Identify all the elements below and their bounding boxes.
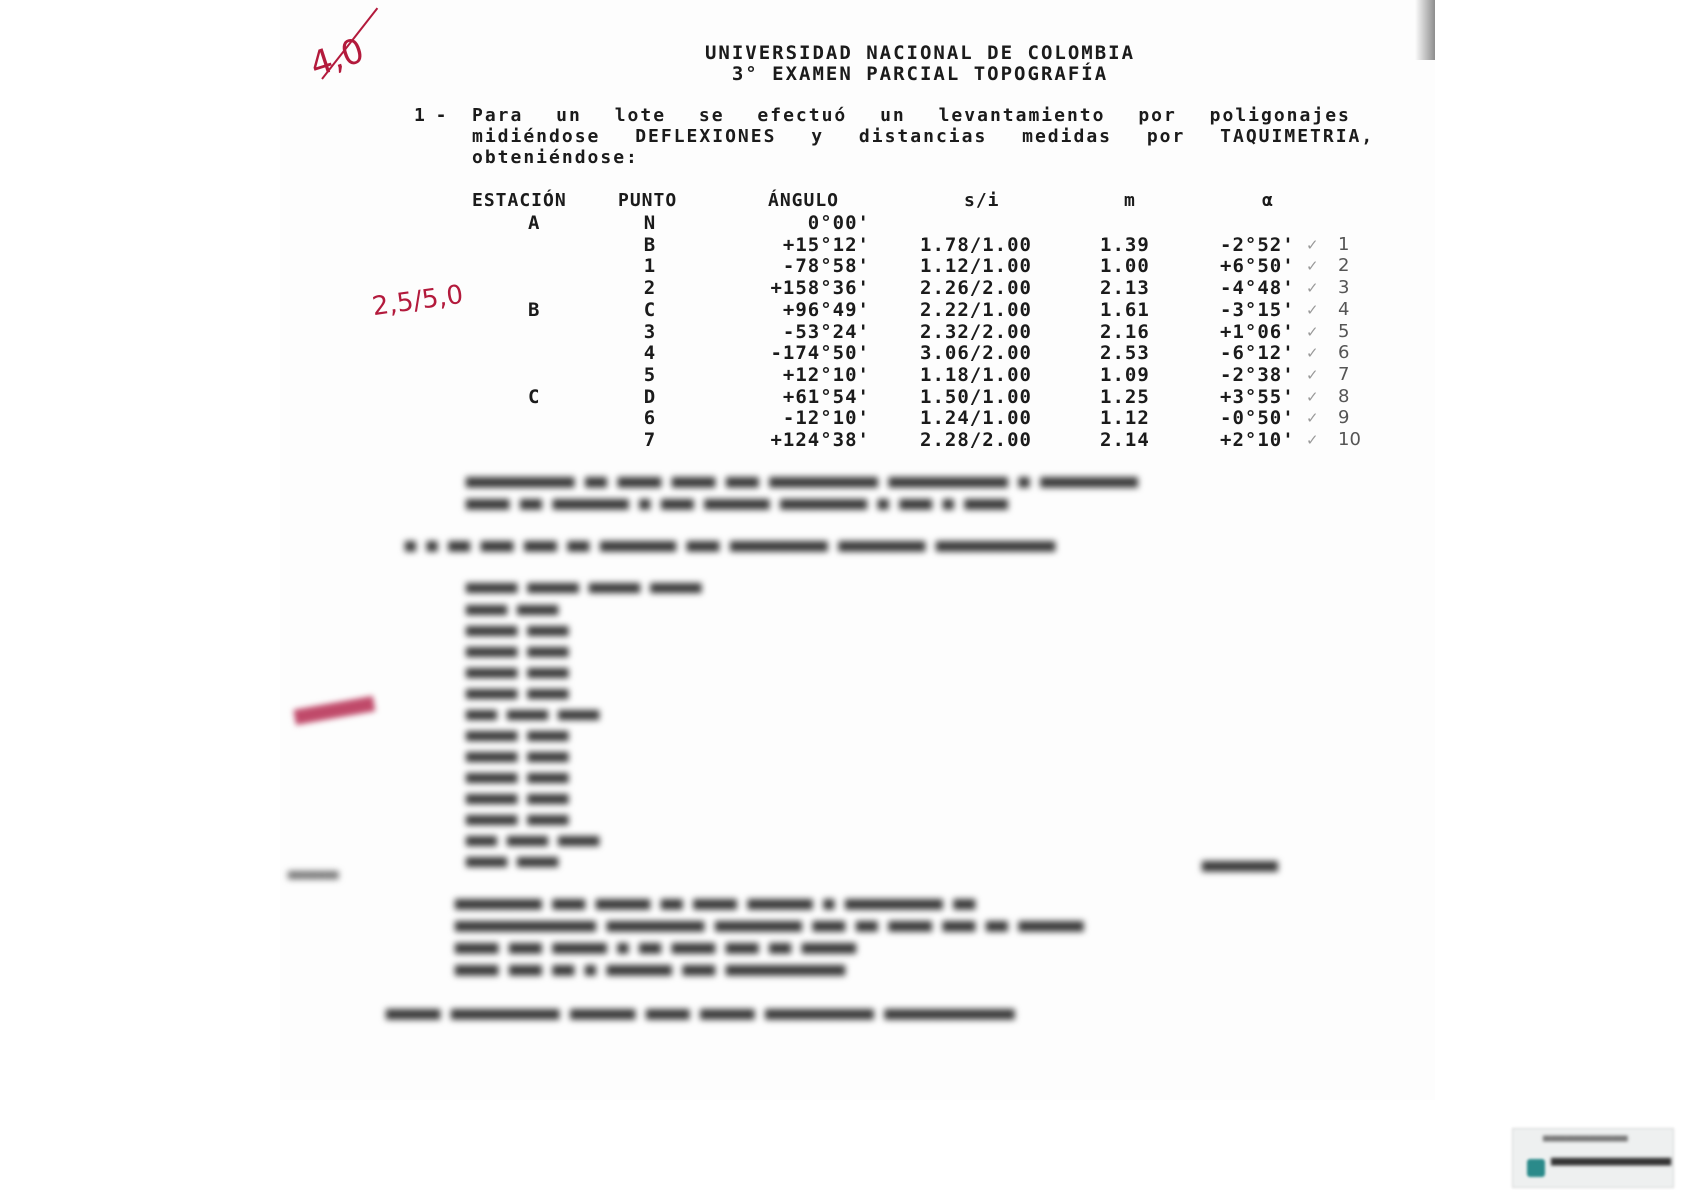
cell-si: 2.22/1.00 bbox=[920, 298, 1032, 321]
exam-title: 3° EXAMEN PARCIAL TOPOGRAFÍA bbox=[731, 63, 1109, 85]
cell-alfa: -2°52' bbox=[1220, 233, 1295, 256]
cell-angulo: +124°38' bbox=[770, 429, 870, 451]
row-mark-number: 6 bbox=[1338, 342, 1350, 364]
cell-angulo: -12°10' bbox=[782, 407, 870, 430]
cell-angulo: 0°00' bbox=[807, 212, 870, 234]
cell-m: 1.61 bbox=[1100, 298, 1150, 321]
cell-angulo: -78°58' bbox=[782, 255, 870, 278]
check-tick-icon: ✓ bbox=[1306, 431, 1319, 449]
cell-angulo: -174°50' bbox=[770, 342, 870, 365]
station-label: B bbox=[528, 298, 540, 321]
cell-punto: D bbox=[643, 385, 657, 408]
header-alpha: α bbox=[1262, 190, 1274, 211]
cell-punto: 4 bbox=[643, 342, 657, 365]
row-mark-number: 3 bbox=[1338, 277, 1350, 299]
cell-m: 1.12 bbox=[1100, 407, 1150, 430]
question-1-line-2: midiéndose DEFLEXIONES y distancias medidas por TAQUIMETRIA, bbox=[472, 126, 1375, 147]
check-tick-icon: ✓ bbox=[1306, 235, 1319, 254]
cell-punto: N bbox=[643, 212, 657, 234]
university-title: UNIVERSIDAD NACIONAL DE COLOMBIA bbox=[704, 42, 1136, 64]
cell-alfa: +6°50' bbox=[1220, 255, 1295, 278]
check-tick-icon: ✓ bbox=[1306, 300, 1319, 319]
cell-punto: C bbox=[643, 298, 657, 321]
cell-alfa: +1°06' bbox=[1220, 320, 1295, 343]
station-label: C bbox=[528, 385, 540, 408]
cell-punto: 2 bbox=[643, 277, 657, 300]
header-estacion: ESTACIÓN bbox=[472, 190, 567, 211]
cell-si: 1.50/1.00 bbox=[920, 385, 1032, 408]
cell-m: 1.39 bbox=[1100, 233, 1150, 256]
handwritten-score-q1: 2,5/5,0 bbox=[370, 279, 466, 323]
cell-m: 2.14 bbox=[1100, 429, 1150, 451]
page-edge-shadow bbox=[1415, 0, 1435, 60]
cell-m: 2.53 bbox=[1100, 342, 1150, 365]
check-tick-icon: ✓ bbox=[1306, 387, 1319, 406]
cell-si: 2.26/2.00 bbox=[920, 277, 1032, 300]
header-m: m bbox=[1124, 190, 1136, 211]
cell-alfa: -4°48' bbox=[1220, 277, 1295, 300]
cell-si: 1.12/1.00 bbox=[920, 255, 1032, 278]
cell-alfa: +3°55' bbox=[1220, 385, 1295, 408]
scanner-watermark: ▀▀▀▀▀▀▀▀▀▀▀ ▀▀▀▀▀▀▀▀▀▀▀▀ bbox=[1512, 1128, 1674, 1188]
cell-si: 1.24/1.00 bbox=[920, 407, 1032, 430]
question-1-number: 1 - bbox=[414, 105, 447, 126]
cell-si: 3.06/2.00 bbox=[920, 342, 1032, 365]
cell-punto: 7 bbox=[643, 429, 657, 451]
cell-si: 2.28/2.00 bbox=[920, 429, 1032, 451]
cell-punto: 5 bbox=[643, 363, 657, 386]
cell-angulo: +12°10' bbox=[782, 363, 870, 386]
cell-si: 2.32/2.00 bbox=[920, 320, 1032, 343]
cell-angulo: -53°24' bbox=[782, 320, 870, 343]
cell-angulo: +158°36' bbox=[770, 277, 870, 300]
station-label: A bbox=[528, 212, 540, 234]
header-angulo: ÁNGULO bbox=[768, 190, 840, 211]
cell-m: 1.09 bbox=[1100, 363, 1150, 386]
row-mark-number: 10 bbox=[1338, 429, 1361, 450]
cell-alfa: -2°38' bbox=[1220, 363, 1295, 386]
cell-m: 1.00 bbox=[1100, 255, 1150, 278]
header-punto: PUNTO bbox=[618, 190, 678, 211]
question-1-line-1: Para un lote se efectuó un levantamiento por poligonajes bbox=[472, 105, 1351, 126]
check-tick-icon: ✓ bbox=[1306, 365, 1319, 384]
row-mark-number: 7 bbox=[1338, 363, 1350, 385]
cell-punto: 6 bbox=[643, 407, 657, 430]
cell-alfa: +2°10' bbox=[1220, 429, 1295, 451]
cell-m: 2.16 bbox=[1100, 320, 1150, 343]
row-mark-number: 9 bbox=[1338, 407, 1350, 429]
cell-m: 2.13 bbox=[1100, 277, 1150, 300]
cell-punto: 1 bbox=[643, 255, 657, 278]
cell-alfa: -6°12' bbox=[1220, 342, 1295, 365]
scanner-logo-icon bbox=[1527, 1159, 1545, 1177]
cell-si: 1.18/1.00 bbox=[920, 363, 1032, 386]
check-tick-icon: ✓ bbox=[1306, 322, 1319, 341]
cell-si: 1.78/1.00 bbox=[920, 233, 1032, 256]
question-1-line-3: obteniéndose: bbox=[472, 147, 639, 168]
cell-angulo: +61°54' bbox=[782, 385, 870, 408]
check-tick-icon: ✓ bbox=[1306, 409, 1319, 428]
row-mark-number: 5 bbox=[1338, 320, 1350, 342]
row-mark-number: 8 bbox=[1338, 385, 1350, 407]
cell-punto: B bbox=[643, 233, 657, 256]
row-mark-number: 2 bbox=[1338, 255, 1350, 277]
check-tick-icon: ✓ bbox=[1306, 257, 1319, 276]
row-mark-number: 1 bbox=[1338, 233, 1350, 255]
check-tick-icon: ✓ bbox=[1306, 344, 1319, 363]
cell-angulo: +96°49' bbox=[782, 298, 870, 321]
header-si: s/i bbox=[964, 190, 1000, 211]
cell-alfa: -3°15' bbox=[1220, 298, 1295, 321]
cell-alfa: -0°50' bbox=[1220, 407, 1295, 430]
cell-m: 1.25 bbox=[1100, 385, 1150, 408]
row-mark-number: 4 bbox=[1338, 298, 1350, 320]
check-tick-icon: ✓ bbox=[1306, 279, 1319, 298]
cell-punto: 3 bbox=[643, 320, 657, 343]
cell-angulo: +15°12' bbox=[782, 233, 870, 256]
